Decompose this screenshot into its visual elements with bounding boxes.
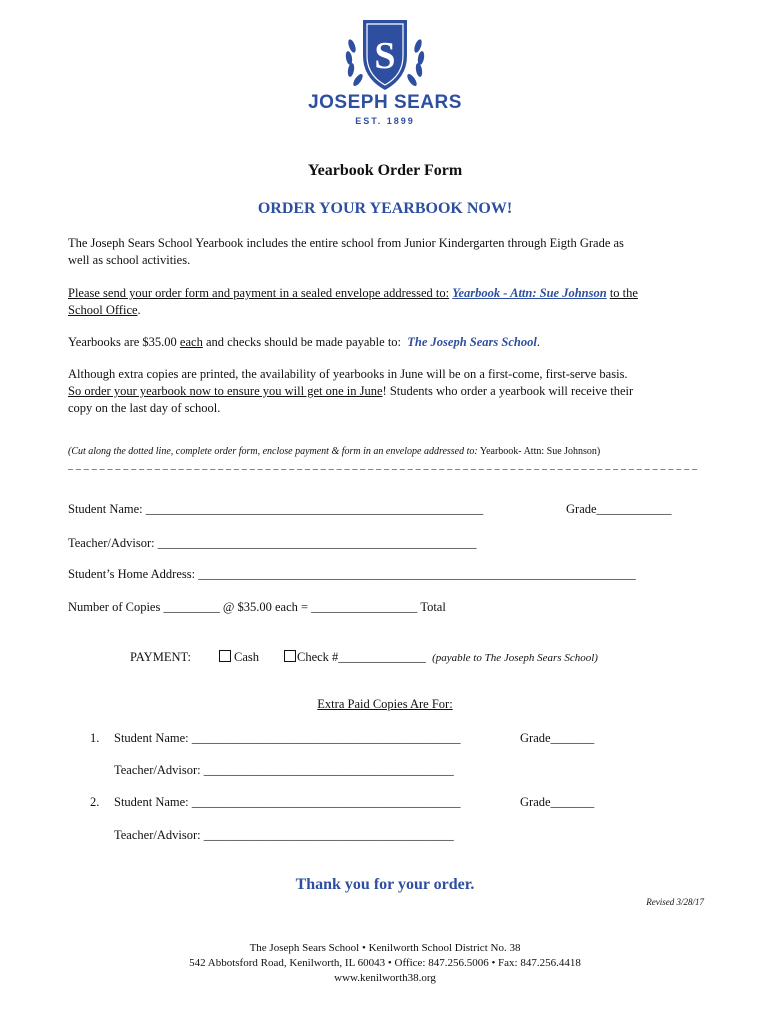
availability-line2-rest: ! Students who order a yearbook will receive their xyxy=(382,384,634,398)
check-option[interactable] xyxy=(284,650,598,665)
number-of-copies-field[interactable]: Number of Copies _________ @ $35.00 each = _________________ Total xyxy=(68,600,446,614)
logo-letter: S xyxy=(374,35,396,77)
price-period: . xyxy=(536,335,540,349)
intro-line1: The Joseph Sears School Yearbook includes the entire school from Junior Kindergarten through Eigth Grade as xyxy=(68,236,624,250)
availability-paragraph xyxy=(68,366,708,417)
form-title: Yearbook Order Form xyxy=(307,162,463,179)
school-name: JOSEPH SEARS xyxy=(308,92,462,113)
intro-paragraph xyxy=(68,235,708,269)
footer-website[interactable]: www.kenilworth38.org xyxy=(334,972,436,984)
revised-date: Revised 3/28/17 xyxy=(646,897,704,907)
extra-entry-1-number: 1. xyxy=(90,731,100,745)
crest-icon xyxy=(337,16,433,92)
cut-note xyxy=(68,446,600,457)
price-paragraph xyxy=(68,334,708,351)
extra-entry-2-student-field[interactable]: Student Name: ___________________________________________ xyxy=(114,795,461,809)
footer-line2: 542 Abbotsford Road, Kenilworth, IL 60043 • Office: 847.256.5006 • Fax: 847.256.4418 xyxy=(189,957,581,969)
availability-line2-underlined: So order your yearbook now to ensure you will get one in June xyxy=(68,384,383,398)
payment-label: PAYMENT: xyxy=(130,650,191,664)
student-name-field[interactable]: Student Name: ______________________________________________________ xyxy=(68,502,484,516)
grade-field[interactable]: Grade____________ xyxy=(566,502,672,516)
send-suffix: to the xyxy=(609,286,638,300)
extra-entry-2-teacher-field[interactable]: Teacher/Advisor: ________________________________________ xyxy=(114,828,454,842)
cash-option[interactable] xyxy=(219,650,259,665)
extra-entry-1-grade-field[interactable]: Grade_______ xyxy=(520,731,595,745)
payee: The Joseph Sears School xyxy=(407,335,537,349)
established-year: EST. 1899 xyxy=(355,116,415,126)
home-address-field[interactable]: Student’s Home Address: ______________________________________________________________________ xyxy=(68,567,636,581)
extra-entry-1-teacher-field[interactable]: Teacher/Advisor: ________________________________________ xyxy=(114,763,454,777)
check-checkbox[interactable] xyxy=(284,650,296,662)
thank-you-message: Thank you for your order. xyxy=(295,876,475,893)
payable-note: (payable to The Joseph Sears School) xyxy=(432,652,598,664)
cash-checkbox[interactable] xyxy=(219,650,231,662)
price-middle: and checks should be made payable to: xyxy=(205,335,402,349)
extra-entry-1-student-field[interactable]: Student Name: ___________________________________________ xyxy=(114,731,461,745)
availability-line3: copy on the last day of school. xyxy=(68,401,221,415)
send-period: . xyxy=(137,303,141,317)
check-number-field[interactable]: Check #______________ xyxy=(297,650,426,664)
cash-label: Cash xyxy=(234,650,259,664)
cut-note-italic: (Cut along the dotted line, complete order form, enclose payment & form in an envelope addressed to: xyxy=(68,446,478,457)
extra-entry-2-number: 2. xyxy=(90,795,100,809)
send-line2: School Office xyxy=(68,303,138,317)
addressee: Yearbook - Attn: Sue Johnson xyxy=(452,286,607,300)
school-logo xyxy=(337,16,433,92)
send-paragraph xyxy=(68,285,708,319)
cut-note-plain: Yearbook- Attn: Sue Johnson) xyxy=(479,446,601,457)
headline: ORDER YOUR YEARBOOK NOW! xyxy=(257,200,513,217)
price-each: each xyxy=(179,335,203,349)
intro-line2: well as school activities. xyxy=(68,253,191,267)
footer-line1: The Joseph Sears School • Kenilworth School District No. 38 xyxy=(249,942,521,954)
send-prefix: Please send your order form and payment in a sealed envelope addressed to: xyxy=(68,286,450,300)
availability-line1: Although extra copies are printed, the availability of yearbooks in June will be on a first-come, first-serve basis. xyxy=(68,367,628,381)
price-prefix: Yearbooks are $35.00 xyxy=(68,335,177,349)
extra-entry-2-grade-field[interactable]: Grade_______ xyxy=(520,795,595,809)
extra-copies-heading: Extra Paid Copies Are For: xyxy=(317,697,453,711)
dotted-cut-line: _ _ _ _ _ _ _ _ _ _ _ _ _ _ _ _ _ _ _ _ _ _ _ _ _ _ _ _ _ _ _ _ _ _ _ _ _ _ _ _ _ _ _ _ _ _ _ _ _ _ _ _ _ _ _ _ _ _ _ _ _ _ _ _ _ _ _ _ _ _ _ _ _ _ _ _ _ _ _ _ xyxy=(68,460,698,471)
teacher-advisor-field[interactable]: Teacher/Advisor: ___________________________________________________ xyxy=(68,536,477,550)
